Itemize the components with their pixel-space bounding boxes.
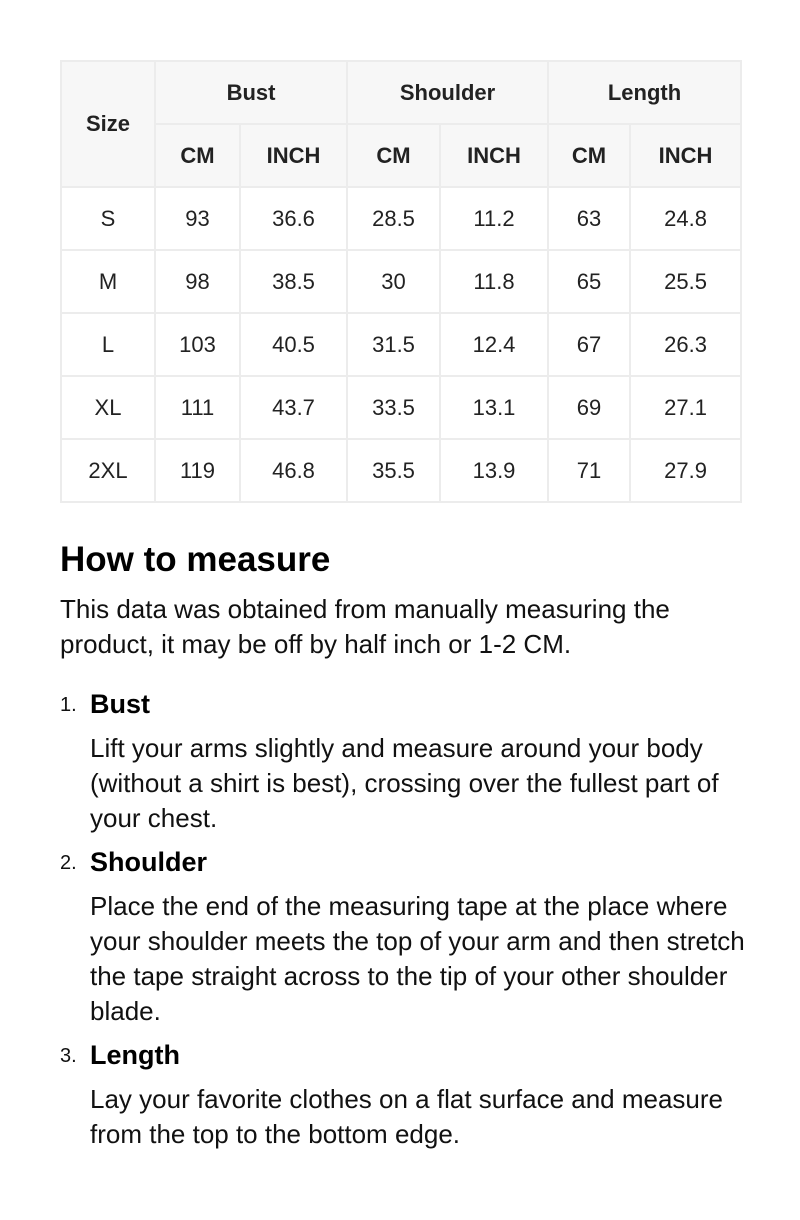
table-cell: 35.5 (347, 439, 440, 502)
unit-header: CM (347, 124, 440, 187)
size-cell: S (61, 187, 155, 250)
table-cell: 27.1 (630, 376, 741, 439)
table-cell: 43.7 (240, 376, 347, 439)
size-cell: 2XL (61, 439, 155, 502)
table-cell: 46.8 (240, 439, 347, 502)
measure-step-length (60, 1037, 750, 1152)
table-cell: 36.6 (240, 187, 347, 250)
table-cell: 26.3 (630, 313, 741, 376)
step-number: 2. (60, 852, 77, 874)
table-cell: 24.8 (630, 187, 741, 250)
group-header-length: Length (548, 61, 741, 124)
table-cell: 13.9 (440, 439, 548, 502)
table-cell: 33.5 (347, 376, 440, 439)
step-title: Bust (90, 689, 150, 719)
unit-header: INCH (240, 124, 347, 187)
table-cell: 38.5 (240, 250, 347, 313)
table-row (61, 250, 741, 313)
size-chart-table (60, 60, 742, 503)
unit-header: INCH (440, 124, 548, 187)
table-cell: 12.4 (440, 313, 548, 376)
table-cell: 30 (347, 250, 440, 313)
table-cell: 65 (548, 250, 630, 313)
table-cell: 111 (155, 376, 240, 439)
table-cell: 27.9 (630, 439, 741, 502)
unit-header: CM (155, 124, 240, 187)
table-cell: 63 (548, 187, 630, 250)
table-cell: 40.5 (240, 313, 347, 376)
group-header-bust: Bust (155, 61, 347, 124)
table-cell: 11.2 (440, 187, 548, 250)
unit-header: INCH (630, 124, 741, 187)
measure-step-bust (60, 686, 750, 836)
measure-step-shoulder (60, 844, 750, 1029)
size-cell: XL (61, 376, 155, 439)
unit-header: CM (548, 124, 630, 187)
table-cell: 103 (155, 313, 240, 376)
table-cell: 28.5 (347, 187, 440, 250)
table-cell: 93 (155, 187, 240, 250)
step-title: Length (90, 1040, 180, 1070)
step-title: Shoulder (90, 847, 208, 877)
size-cell: M (61, 250, 155, 313)
step-number: 1. (60, 694, 77, 716)
group-header-shoulder: Shoulder (347, 61, 548, 124)
measure-intro-text: This data was obtained from manually measuring the product, it may be off by half inch or 1-2 CM. (60, 594, 670, 659)
table-cell: 71 (548, 439, 630, 502)
table-cell: 67 (548, 313, 630, 376)
table-cell: 69 (548, 376, 630, 439)
how-to-measure-title: How to measure (60, 540, 331, 579)
size-cell: L (61, 313, 155, 376)
table-row (61, 439, 741, 502)
table-cell: 98 (155, 250, 240, 313)
size-column-header: Size (61, 61, 155, 187)
table-cell: 13.1 (440, 376, 548, 439)
table-cell: 11.8 (440, 250, 548, 313)
step-text: Lift your arms slightly and measure around your body (without a shirt is best), crossing over the fullest part of your chest. (90, 733, 719, 833)
step-number: 3. (60, 1045, 77, 1067)
table-row (61, 313, 741, 376)
step-text: Place the end of the measuring tape at the place where your shoulder meets the top of your arm and then stretch the tape straight across to the tip of your other shoulder blade. (90, 891, 745, 1026)
table-cell: 119 (155, 439, 240, 502)
table-header-row-units (61, 124, 741, 187)
table-header-row-groups (61, 61, 741, 124)
measure-steps-list (60, 686, 750, 1160)
table-cell: 31.5 (347, 313, 440, 376)
table-row (61, 376, 741, 439)
table-row (61, 187, 741, 250)
step-text: Lay your favorite clothes on a flat surface and measure from the top to the bottom edge. (90, 1084, 724, 1149)
table-cell: 25.5 (630, 250, 741, 313)
